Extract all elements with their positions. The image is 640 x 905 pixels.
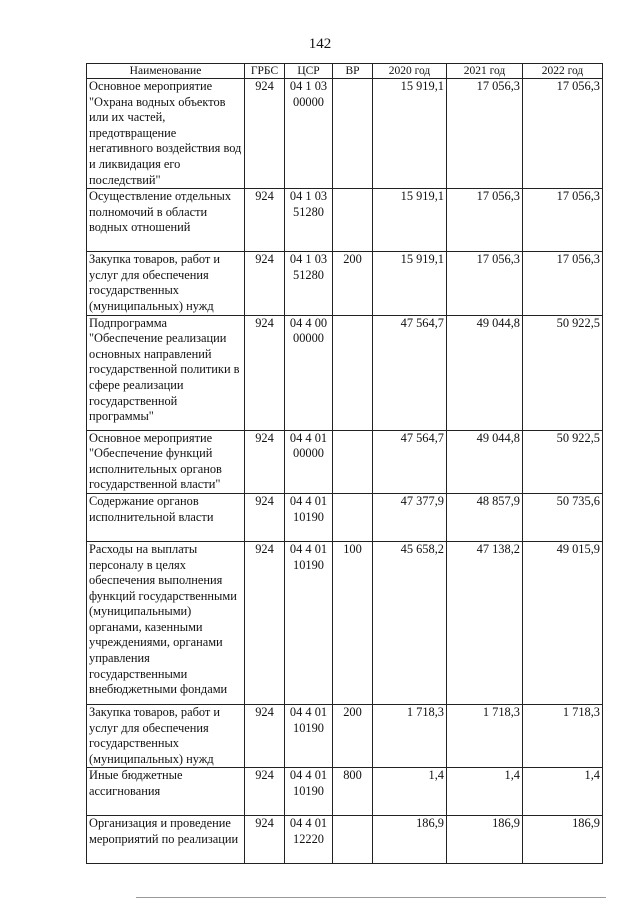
row-2021: 49 044,8 — [447, 430, 523, 493]
table-row — [87, 541, 603, 704]
row-grbs: 924 — [245, 541, 285, 704]
row-2022: 17 056,3 — [523, 252, 603, 315]
row-csr: 04 1 03 51280 — [285, 189, 333, 252]
row-2022: 50 922,5 — [523, 315, 603, 430]
header-2021: 2021 год — [447, 64, 523, 79]
row-2020: 47 564,7 — [373, 315, 447, 430]
row-vr: 200 — [333, 704, 373, 767]
row-2021: 1,4 — [447, 768, 523, 816]
row-2020: 45 658,2 — [373, 541, 447, 704]
table-row — [87, 816, 603, 864]
header-2022: 2022 год — [523, 64, 603, 79]
table-row — [87, 768, 603, 816]
row-grbs: 924 — [245, 79, 285, 189]
row-2022: 1,4 — [523, 768, 603, 816]
row-2020: 15 919,1 — [373, 79, 447, 189]
row-grbs: 924 — [245, 493, 285, 541]
row-2022: 17 056,3 — [523, 189, 603, 252]
budget-table — [86, 63, 603, 864]
row-vr — [333, 189, 373, 252]
row-grbs: 924 — [245, 816, 285, 864]
row-vr — [333, 430, 373, 493]
row-name: Закупка товаров, работ и услуг для обеспечения государственных (муниципальных) нужд — [87, 704, 245, 767]
row-name: Расходы на выплаты персоналу в целях обеспечения выполнения функций государственными (муниципальными) органами, казенными учреждениями, органами управления государственными внебюджетными фондами — [87, 541, 245, 704]
row-vr — [333, 315, 373, 430]
row-2022: 17 056,3 — [523, 79, 603, 189]
row-grbs: 924 — [245, 252, 285, 315]
row-vr — [333, 79, 373, 189]
row-grbs: 924 — [245, 315, 285, 430]
row-grbs: 924 — [245, 430, 285, 493]
row-2020: 15 919,1 — [373, 189, 447, 252]
row-2020: 1 718,3 — [373, 704, 447, 767]
table-row — [87, 79, 603, 189]
row-name: Основное мероприятие "Обеспечение функций исполнительных органов государственной власти" — [87, 430, 245, 493]
row-name: Основное мероприятие "Охрана водных объектов или их частей, предотвращение негативного воздействия вод и ликвидация его последствий" — [87, 79, 245, 189]
row-vr: 200 — [333, 252, 373, 315]
row-2021: 17 056,3 — [447, 79, 523, 189]
row-2022: 49 015,9 — [523, 541, 603, 704]
header-name: Наименование — [87, 64, 245, 79]
row-csr: 04 4 01 10190 — [285, 493, 333, 541]
row-vr: 800 — [333, 768, 373, 816]
row-csr: 04 4 01 10190 — [285, 704, 333, 767]
page-number: 142 — [308, 36, 332, 52]
row-2021: 47 138,2 — [447, 541, 523, 704]
row-csr: 04 4 01 12220 — [285, 816, 333, 864]
row-csr: 04 4 01 00000 — [285, 430, 333, 493]
row-grbs: 924 — [245, 704, 285, 767]
table-row — [87, 704, 603, 767]
row-2022: 50 735,6 — [523, 493, 603, 541]
row-2021: 17 056,3 — [447, 189, 523, 252]
row-2021: 1 718,3 — [447, 704, 523, 767]
row-2022: 186,9 — [523, 816, 603, 864]
row-csr: 04 4 01 10190 — [285, 768, 333, 816]
row-2022: 1 718,3 — [523, 704, 603, 767]
row-csr: 04 4 00 00000 — [285, 315, 333, 430]
row-grbs: 924 — [245, 768, 285, 816]
row-name: Содержание органов исполнительной власти — [87, 493, 245, 541]
row-2021: 49 044,8 — [447, 315, 523, 430]
row-2020: 47 377,9 — [373, 493, 447, 541]
row-grbs: 924 — [245, 189, 285, 252]
table-row — [87, 493, 603, 541]
header-vr: ВР — [333, 64, 373, 79]
row-name: Подпрограмма "Обеспечение реализации основных направлений государственной политики в сфере реализации государственной программы" — [87, 315, 245, 430]
row-vr — [333, 493, 373, 541]
table-row — [87, 430, 603, 493]
table-row — [87, 189, 603, 252]
row-2020: 15 919,1 — [373, 252, 447, 315]
header-csr: ЦСР — [285, 64, 333, 79]
header-2020: 2020 год — [373, 64, 447, 79]
row-2021: 186,9 — [447, 816, 523, 864]
row-csr: 04 4 01 10190 — [285, 541, 333, 704]
row-2020: 47 564,7 — [373, 430, 447, 493]
row-vr — [333, 816, 373, 864]
row-name: Организация и проведение мероприятий по реализации — [87, 816, 245, 864]
row-vr: 100 — [333, 541, 373, 704]
table-row — [87, 315, 603, 430]
row-2020: 1,4 — [373, 768, 447, 816]
row-2020: 186,9 — [373, 816, 447, 864]
row-name: Осуществление отдельных полномочий в области водных отношений — [87, 189, 245, 252]
table-header-row — [87, 64, 603, 79]
row-csr: 04 1 03 51280 — [285, 252, 333, 315]
table-row — [87, 252, 603, 315]
row-csr: 04 1 03 00000 — [285, 79, 333, 189]
row-name: Иные бюджетные ассигнования — [87, 768, 245, 816]
row-2022: 50 922,5 — [523, 430, 603, 493]
row-2021: 48 857,9 — [447, 493, 523, 541]
row-name: Закупка товаров, работ и услуг для обеспечения государственных (муниципальных) нужд — [87, 252, 245, 315]
page-bottom-rule — [136, 897, 606, 898]
header-grbs: ГРБС — [245, 64, 285, 79]
row-2021: 17 056,3 — [447, 252, 523, 315]
